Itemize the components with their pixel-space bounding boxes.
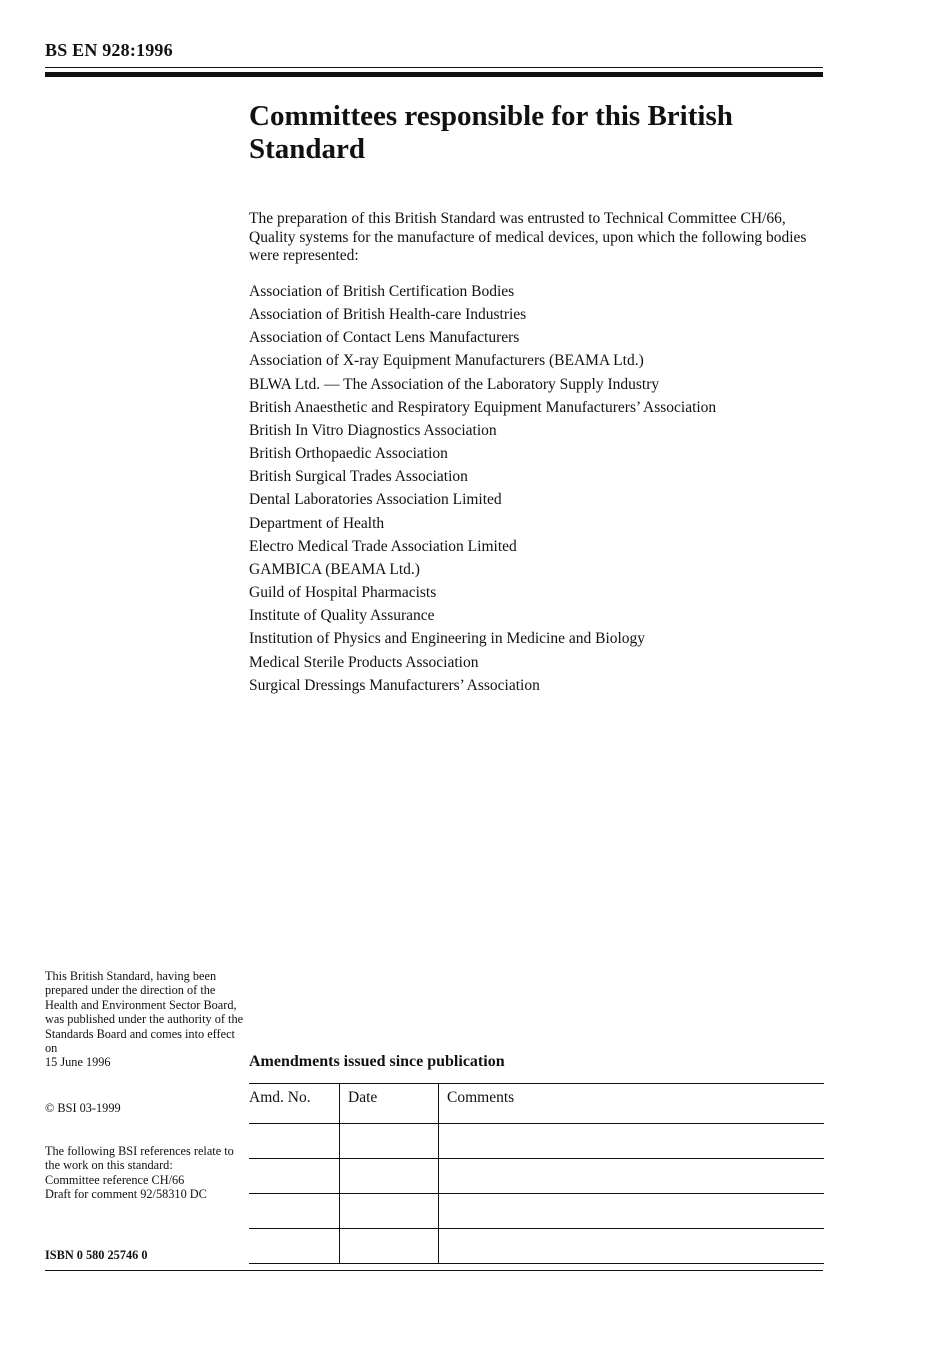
table-header-row — [249, 1084, 824, 1124]
table-cell — [249, 1229, 340, 1264]
effective-date: 15 June 1996 — [45, 1055, 111, 1070]
column-header-date: Date — [340, 1084, 439, 1124]
table-cell — [340, 1159, 439, 1194]
standard-number: BS EN 928:1996 — [45, 40, 173, 60]
publication-note-text: This British Standard, having been prepared under the direction of the Health and Environment Sector Board, was published under the authority of the Standards Board and comes into effect on — [45, 969, 244, 1056]
list-item: Dental Laboratories Association Limited — [249, 491, 502, 509]
intro-paragraph: The preparation of this British Standard was entrusted to Technical Committee CH/66, Quality systems for the manufacture of medical devices, upon which the following bodies were represented: — [249, 210, 807, 264]
table-cell — [340, 1229, 439, 1264]
table-cell — [249, 1194, 340, 1229]
table-row — [249, 1194, 824, 1229]
bsi-references — [45, 1144, 245, 1202]
list-item: Association of British Certification Bodies — [249, 283, 515, 300]
amendments-heading: Amendments issued since publication — [249, 1053, 505, 1070]
table-cell — [249, 1124, 340, 1159]
list-item: Association of Contact Lens Manufacturers — [249, 329, 520, 347]
list-item: Department of Health — [249, 514, 385, 532]
table-cell — [340, 1124, 439, 1159]
table-row — [249, 1124, 824, 1159]
list-item: British Orthopaedic Association — [249, 445, 448, 463]
list-item: British In Vitro Diagnostics Association — [249, 421, 497, 439]
column-header-amd-no: Amd. No. — [249, 1084, 340, 1124]
table-cell — [439, 1124, 825, 1159]
copyright-notice: © BSI 03-1999 — [45, 1101, 121, 1115]
list-item: GAMBICA (BEAMA Ltd.) — [249, 560, 420, 578]
footer-rule — [45, 1270, 823, 1271]
list-item: Institute of Quality Assurance — [249, 607, 435, 625]
header-rule-thin — [45, 67, 823, 68]
references-intro: The following BSI references relate to the work on this standard: — [45, 1144, 234, 1173]
list-item: British Anaesthetic and Respiratory Equipment Manufacturers’ Association — [249, 398, 717, 416]
table-cell — [340, 1194, 439, 1229]
page-title: Committees responsible for this British Standard — [249, 100, 733, 165]
committee-reference: Committee reference CH/66 — [45, 1172, 185, 1187]
list-item: Association of British Health-care Industries — [249, 306, 527, 324]
table-row — [249, 1159, 824, 1194]
table-cell — [439, 1229, 825, 1264]
draft-reference: Draft for comment 92/58310 DC — [45, 1187, 207, 1202]
list-item: Medical Sterile Products Association — [249, 653, 479, 671]
list-item: Electro Medical Trade Association Limited — [249, 537, 517, 555]
table-cell — [249, 1159, 340, 1194]
column-header-comments: Comments — [439, 1084, 825, 1124]
amendments-table — [249, 1083, 824, 1264]
represented-bodies-list — [249, 280, 829, 697]
list-item: British Surgical Trades Association — [249, 468, 468, 486]
table-cell — [439, 1194, 825, 1229]
list-item: Surgical Dressings Manufacturers’ Association — [249, 676, 540, 694]
list-item: Institution of Physics and Engineering in Medicine and Biology — [249, 630, 646, 648]
list-item: Guild of Hospital Pharmacists — [249, 584, 437, 602]
table-cell — [439, 1159, 825, 1194]
list-item: Association of X-ray Equipment Manufacturers (BEAMA Ltd.) — [249, 352, 644, 370]
isbn: ISBN 0 580 25746 0 — [45, 1248, 148, 1262]
list-item: BLWA Ltd. — The Association of the Laboratory Supply Industry — [249, 375, 660, 393]
publication-note — [45, 969, 245, 1070]
table-row — [249, 1229, 824, 1264]
header-rule-thick — [45, 72, 823, 77]
